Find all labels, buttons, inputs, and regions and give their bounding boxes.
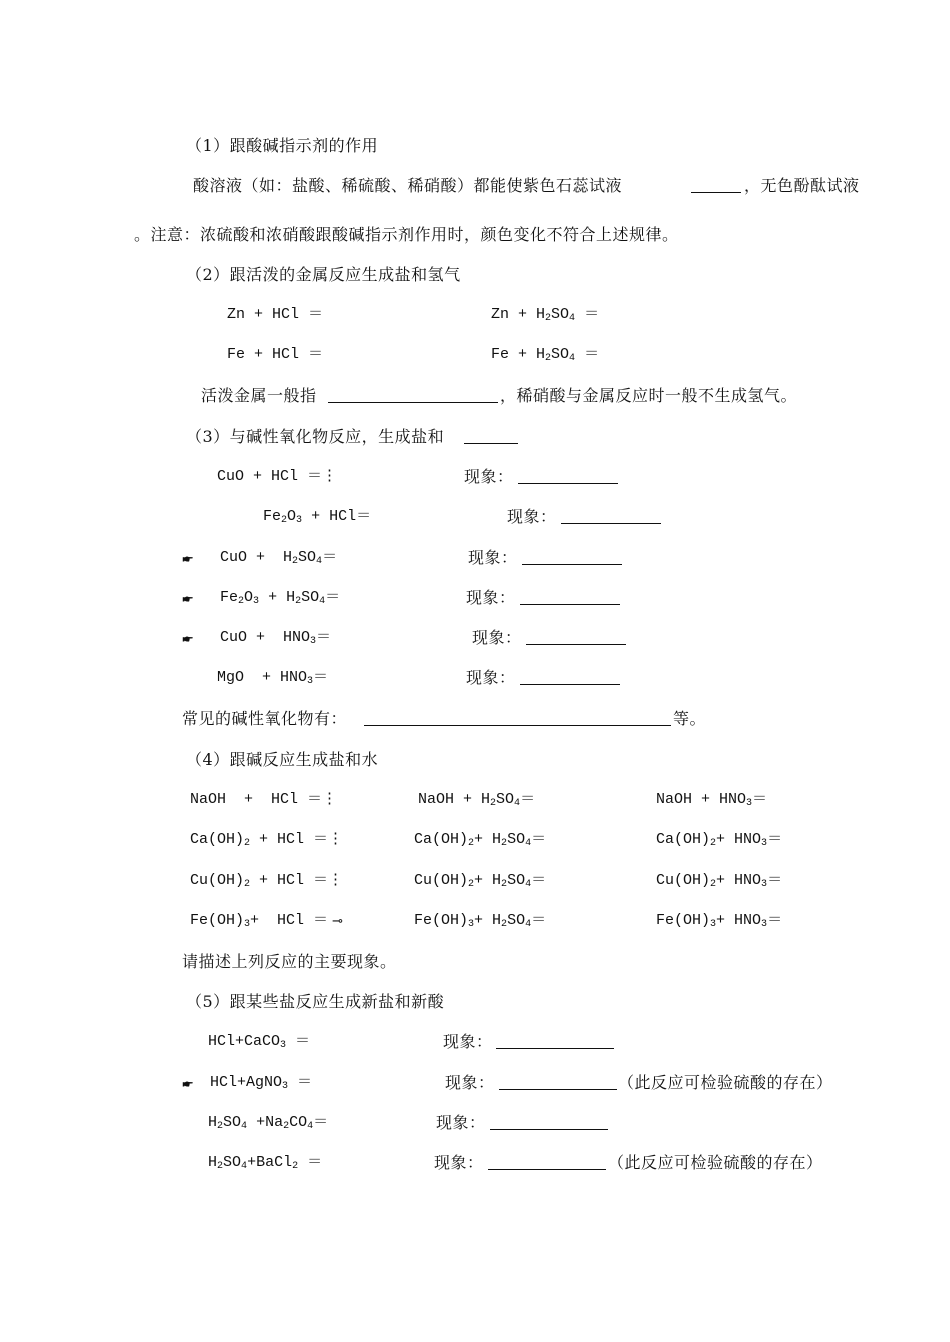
hand-pointer-icon: 🖝 <box>182 549 193 567</box>
section-5-heading: （5）跟某些盐反应生成新盐和新酸 <box>186 992 445 1011</box>
common-oxides-before: 常见的碱性氧化物有： <box>182 709 348 728</box>
eq-h2so4-bacl2: $H_2SO_4+BaCl_2$ ＝ <box>208 1154 323 1172</box>
phenomenon-label: 现象： <box>445 1073 495 1092</box>
test-note: （此反应可检验硫酸的存在） <box>618 1073 833 1092</box>
section-2-heading: （2）跟活泼的金属反应生成盐和氢气 <box>186 265 461 284</box>
eq-cuo-h2so4: CuO + $H_2SO_4=$ <box>220 549 338 567</box>
eq-caoh2-hcl: $Ca(OH)_2$ + HCl ＝⋮ <box>190 831 344 849</box>
eq-cuo-hno3: CuO + $HNO_3=$ <box>220 629 332 647</box>
blank-phenomenon <box>490 1129 608 1130</box>
hand-pointer-icon: 🖝 <box>182 629 193 647</box>
eq-feoh3-hcl: $Fe(OH)_3+$ HCl ＝ <box>190 912 329 930</box>
hand-pointer-icon: 🖝 <box>182 1074 193 1092</box>
common-oxides-after: 等。 <box>673 709 707 728</box>
eq-zn-hcl: Zn + HCl ＝ <box>227 306 324 323</box>
eq-cuoh2-hno3: $Cu(OH)_2+ HNO_3=$ <box>656 872 783 890</box>
phenomenon-label: 现象： <box>507 507 557 526</box>
blank-phenomenon <box>520 604 620 605</box>
eq-fe2o3-h2so4: $Fe_2O_3 + H_2SO_4=$ <box>220 589 341 607</box>
blank-phenomenon <box>518 483 618 484</box>
blank-phenomenon <box>526 644 626 645</box>
test-note: （此反应可检验硫酸的存在） <box>608 1153 823 1172</box>
metal-line-after: ，稀硝酸与金属反应时一般不生成氢气。 <box>500 386 798 405</box>
blank-active-metal <box>328 402 498 403</box>
eq-hcl-caco3: HCl+CaCO$_3$ ＝ <box>208 1033 311 1051</box>
describe-phenomena: 请描述上列反应的主要现象。 <box>182 952 397 971</box>
section-3-heading: （3）与碱性氧化物反应，生成盐和 <box>186 427 445 446</box>
blank-phenomenon <box>496 1048 614 1049</box>
phenomenon-label: 现象： <box>436 1113 486 1132</box>
hand-pointer-icon: 🖝 <box>182 589 193 607</box>
section-1-heading: （1）跟酸碱指示剂的作用 <box>186 136 379 155</box>
phenomenon-label: 现象： <box>472 628 522 647</box>
eq-naoh-h2so4: NaOH + $H_2SO_4=$ <box>418 791 536 809</box>
phenomenon-label: 现象： <box>468 548 518 567</box>
section-1-note: 。注意：浓硫酸和浓硝酸跟酸碱指示剂作用时，颜色变化不符合上述规律。 <box>134 225 679 244</box>
blank-phenomenon <box>499 1089 617 1090</box>
eq-fe-h2so4: $Fe + H_2SO_4$ ＝ <box>491 346 600 364</box>
eq-feoh3-hno3: $Fe(OH)_3+ HNO_3=$ <box>656 912 783 930</box>
eq-naoh-hno3: NaOH + $HNO_3=$ <box>656 791 768 809</box>
eq-zn-h2so4: $Zn + H_2SO_4$ ＝ <box>491 306 600 324</box>
key-icon: ⊸ <box>332 914 343 929</box>
blank-phenomenon <box>522 564 622 565</box>
blank-phenomenon <box>520 684 620 685</box>
eq-cuoh2-hcl: $Cu(OH)_2$ + HCl ＝⋮ <box>190 872 344 890</box>
eq-caoh2-hno3: $Ca(OH)_2+ HNO_3=$ <box>656 831 783 849</box>
blank-litmus <box>691 192 741 193</box>
eq-caoh2-h2so4: $Ca(OH)_2+ H_2SO_4=$ <box>414 831 547 849</box>
eq-cuoh2-h2so4: $Cu(OH)_2+ H_2SO_4=$ <box>414 872 547 890</box>
eq-fe2o3-hcl: $Fe_2O_3 + HCl=$ <box>263 508 372 526</box>
section-1-line1-before: 酸溶液（如：盐酸、稀硫酸、稀硝酸）都能使紫色石蕊试液 <box>193 176 623 195</box>
section-4-heading: （4）跟碱反应生成盐和水 <box>186 750 379 769</box>
section-1-line1-after: ，无色酚酞试液 <box>744 176 860 195</box>
blank-salt-and <box>464 443 518 444</box>
eq-h2so4-na2co3: $H_2SO_4 +Na_2CO_4=$ <box>208 1114 329 1132</box>
blank-phenomenon <box>488 1169 606 1170</box>
eq-feoh3-h2so4: $Fe(OH)_3+ H_2SO_4=$ <box>414 912 547 930</box>
phenomenon-label: 现象： <box>434 1153 484 1172</box>
eq-hcl-agno3: HCl+AgNO$_3$ ＝ <box>210 1074 313 1092</box>
eq-naoh-hcl: NaOH + HCl ＝⋮ <box>190 791 338 808</box>
eq-mgo-hno3: MgO + $HNO_3=$ <box>217 669 329 687</box>
phenomenon-label: 现象： <box>464 467 514 486</box>
eq-cuo-hcl: CuO + HCl ＝⋮ <box>217 468 338 485</box>
blank-common-oxides <box>364 725 671 726</box>
metal-line-before: 活泼金属一般指 <box>201 386 317 405</box>
phenomenon-label: 现象： <box>466 588 516 607</box>
blank-phenomenon <box>561 523 661 524</box>
eq-fe-hcl: Fe + HCl ＝ <box>227 346 324 363</box>
phenomenon-label: 现象： <box>466 668 516 687</box>
phenomenon-label: 现象： <box>443 1032 493 1051</box>
